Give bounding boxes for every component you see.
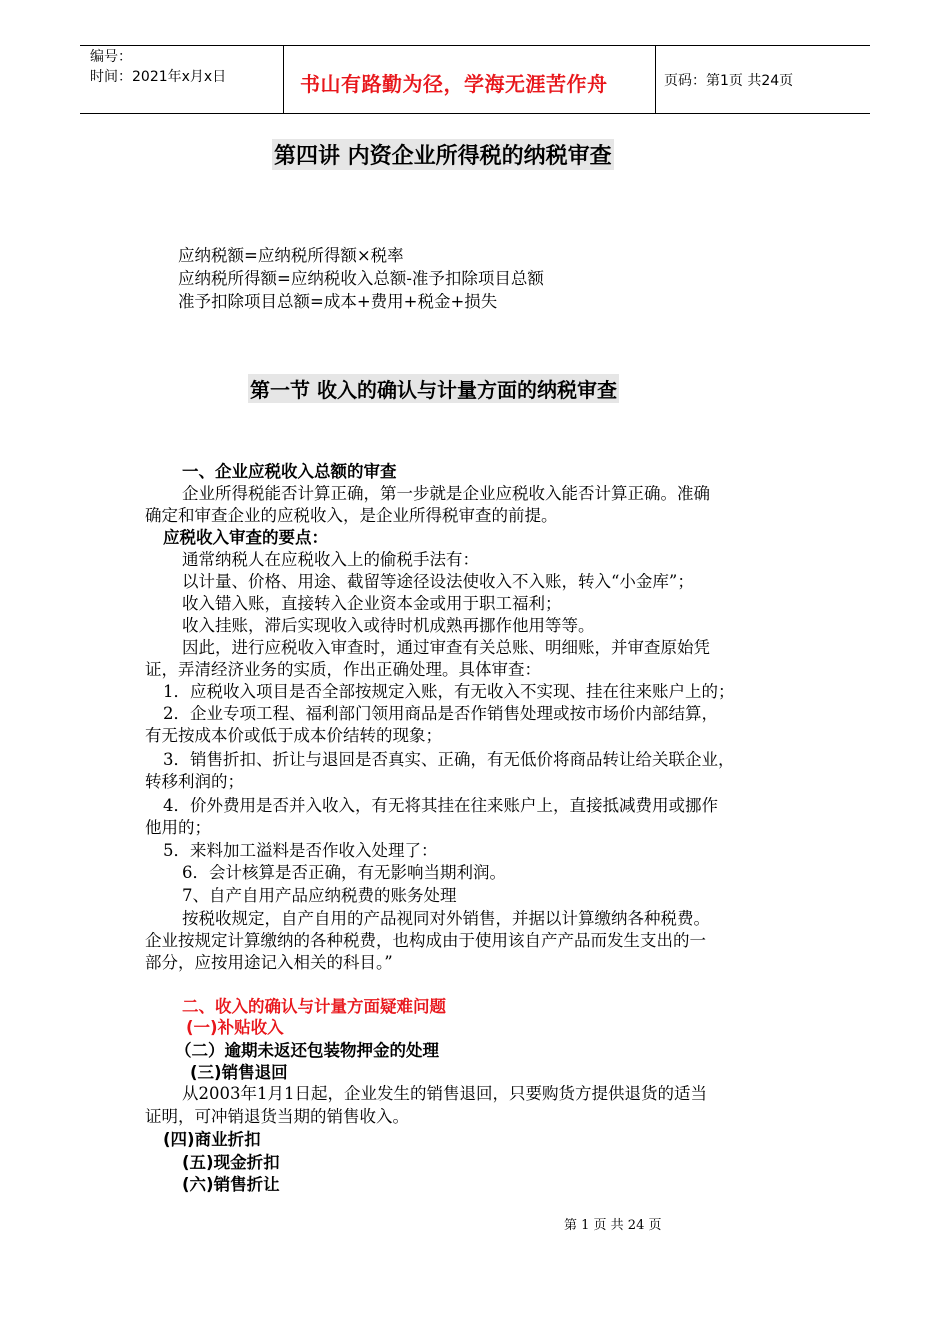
- part1-line: 转移利润的；: [145, 772, 244, 791]
- header-motto: 书山有路勤为径，学海无涯苦作舟: [300, 72, 608, 96]
- part1-line: 2．企业专项工程、福利部门领用商品是否作销售处理或按市场价内部结算，: [163, 704, 718, 723]
- header-top-rule: [80, 45, 870, 46]
- part1-line: 证，弄清经济业务的实质，作出正确处理。具体审查：: [145, 660, 541, 679]
- part1-points-heading: 应税收入审查的要点：: [163, 528, 328, 547]
- part1-line: 部分，应按用途记入相关的科目。”: [145, 953, 393, 972]
- part1-heading: 一、企业应税收入总额的审查: [182, 462, 397, 481]
- part2-subheading-6: (六)销售折让: [182, 1175, 280, 1194]
- header-page-info: 页码：第1页 共24页: [664, 73, 794, 89]
- header-bottom-rule: [80, 113, 870, 114]
- part2-text-line-2: 证明，可冲销退货当期的销售收入。: [145, 1107, 409, 1126]
- part1-line: 收入错入账，直接转入企业资本金或用于职工福利；: [182, 594, 562, 613]
- part1-line: 他用的；: [145, 818, 211, 837]
- header-divider-left: [283, 45, 284, 113]
- part2-subheading-2: （二）逾期未返还包装物押金的处理: [175, 1041, 439, 1060]
- part1-line: 4．价外费用是否并入收入，有无将其挂在往来账户上，直接抵减费用或挪作: [163, 796, 718, 815]
- formula-2: 应纳税所得额=应纳税收入总额-准予扣除项目总额: [178, 269, 544, 288]
- part2-subheading-1: (一)补贴收入: [186, 1018, 284, 1037]
- part1-intro-line-1: 企业所得税能否计算正确，第一步就是企业应税收入能否计算正确。准确: [182, 484, 710, 503]
- part1-line: 因此，进行应税收入审查时，通过审查有关总账、明细账，并审查原始凭: [182, 638, 710, 657]
- part1-line: 收入挂账，滞后实现收入或待时机成熟再挪作他用等等。: [182, 616, 595, 635]
- part1-line: 1．应税收入项目是否全部按规定入账，有无收入不实现、挂在往来账户上的；: [163, 682, 735, 701]
- header-divider-right: [655, 45, 656, 113]
- part1-line: 企业按规定计算缴纳的各种税费，也构成由于使用该自产产品而发生支出的一: [145, 931, 706, 950]
- section-title: 第一节 收入的确认与计量方面的纳税审查: [248, 374, 619, 403]
- part1-intro-line-2: 确定和审查企业的应税收入，是企业所得税审查的前提。: [145, 506, 558, 525]
- part1-line: 3．销售折扣、折让与退回是否真实、正确，有无低价将商品转让给关联企业，: [163, 750, 735, 769]
- part2-heading: 二、收入的确认与计量方面疑难问题: [182, 997, 446, 1016]
- part1-line: 6．会计核算是否正确，有无影响当期利润。: [182, 863, 506, 882]
- header-number: 编号：: [90, 49, 132, 65]
- part1-line: 通常纳税人在应税收入上的偷税手法有：: [182, 550, 479, 569]
- formula-3: 准予扣除项目总额=成本+费用+税金+损失: [178, 292, 498, 311]
- part2-subheading-3: (三)销售退回: [190, 1063, 288, 1082]
- page-title: 第四讲 内资企业所得税的纳税审查: [272, 139, 614, 170]
- part1-line: 有无按成本价或低于成本价结转的现象；: [145, 726, 442, 745]
- part1-line: 按税收规定，自产自用的产品视同对外销售，并据以计算缴纳各种税费。: [182, 909, 710, 928]
- page-footer: 第 1 页 共 24 页: [564, 1218, 662, 1233]
- part2-text-line-1: 从2003年1月1日起，企业发生的销售退回，只要购货方提供退货的适当: [182, 1084, 707, 1103]
- header-time: 时间：2021年x月x日: [90, 69, 227, 85]
- part2-subheading-4: (四)商业折扣: [163, 1130, 261, 1149]
- part1-line: 7、自产自用产品应纳税费的账务处理: [182, 886, 457, 905]
- part1-line: 5．来料加工溢料是否作收入处理了：: [163, 841, 438, 860]
- part1-line: 以计量、价格、用途、截留等途径设法使收入不入账，转入“小金库”；: [182, 572, 694, 591]
- formula-1: 应纳税额=应纳税所得额×税率: [178, 246, 404, 265]
- part2-subheading-5: (五)现金折扣: [182, 1153, 280, 1172]
